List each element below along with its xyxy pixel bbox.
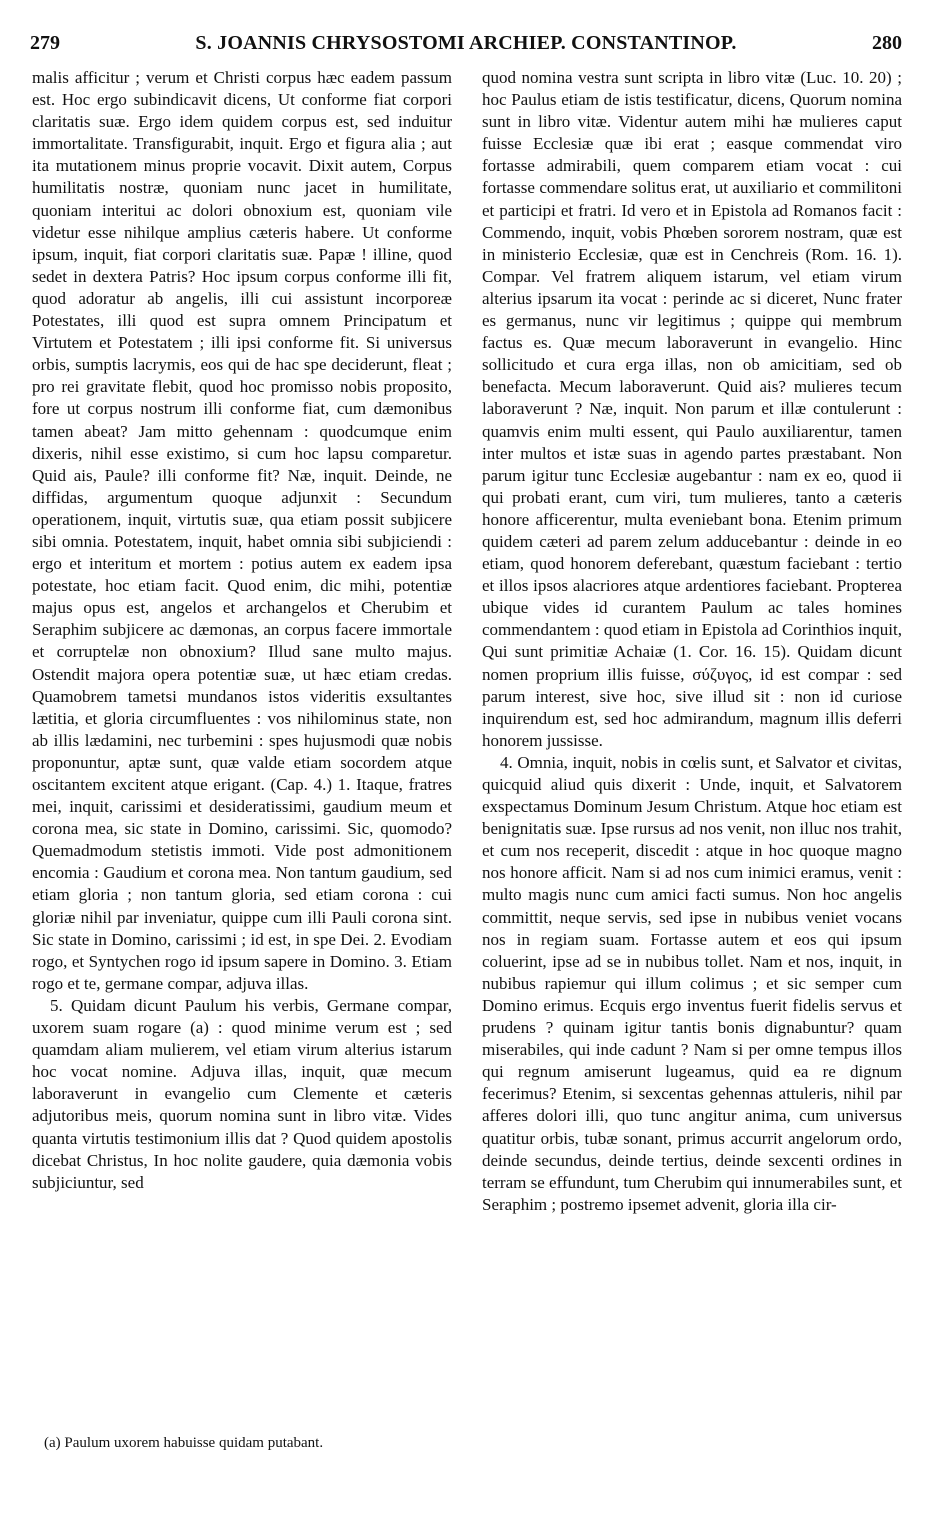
page-number-right: 280 (872, 32, 902, 54)
left-paragraph-2: 5. Quidam dicunt Paulum his verbis, Germane compar, uxorem suam rogare (a) : quod minime verum est ; sed quamdam aliam mulierem, vel etiam virum alterius istarum hoc vocat nomine. Adjuva illas, inquit, quæ mecum laboraverunt in evangelio cum Clemente et cæteris adjutoribus meis, quorum nomina sunt in libro vitæ. Vides quanta virtutis testimonium illis dat ? Quod quidem apostolis dicebat Christus, In hoc nolite gaudere, quia dæmonia vobis subjiciuntur, sed (32, 995, 452, 1192)
page-number-left: 279 (30, 32, 60, 54)
left-paragraph-1: malis afficitur ; verum et Christi corpus hæc eadem passum est. Hoc ergo subindicavit dicens, Ut conforme fiat corpori claritatis suæ. Ergo idem quidem corpus est, sed induitur immortalitate. Transfigurabit, inquit. Ergo et figura alia ; aut ita mutationem minus proprie vocavit. Dixit autem, Corpus humilitatis nostræ, quoniam nunc jacet in humilitate, quoniam interitui ac dolori obnoxium est, quoniam vile videtur esse nihilque amplius cæteris habere. Ut conforme ipsum, inquit, fiat corpori claritatis suæ. Papæ ! illine, quod sedet in dextera Patris? Hoc ipsum corpus conforme illi fit, quod adoratur ab angelis, illi cui assistunt incorporeæ Potestates, illi quod est supra omnem Principatum et Virtutem et Potestatem ; illi ipsi conforme fit. Si universus orbis, sumptis lacrymis, eos qui de hac spe deciderunt, fleat ; pro rei gravitate flebit, quod hoc promisso nobis proposito, fore ut corpus nostrum illi conforme fiat, cum dæmonibus tamen abeat? Jam mitto gehennam : quodcumque enim dixeris, nihil esse existimo, si cum hoc lapsu comparetur. Quid ais, Paule? illi conforme fit? Næ, inquit. Deinde, ne diffidas, argumentum quoque adjunxit : Secundum operationem, inquit, virtutis suæ, qua etiam possit subjicere sibi omnia. Potestatem, inquit, habet omnia sibi subjiciendi : ergo et interitum et mortem : potius autem ex eadem ipsa potestate, hoc etiam facit. Quod enim, dic mihi, potentiæ majus opus est, angelos et archangelos et Cherubim et Seraphim subjicere ac dæmonas, an corpus facere immortale et corruptelæ non obnoxium? Illud sane multo majus. Ostendit majora opera potentiæ suæ, ut hæc etiam credas. Quamobrem tametsi mundanos istos videritis exsultantes lætitia, et gloria circumfluentes : vos nihilominus state, non ab illis lædamini, nec turbemini : spes hujusmodi quæ nobis proponuntur, aptæ sunt, quæ valde etiam socordem atque oscitantem excitent atque erigant. (Cap. 4.) 1. Itaque, fratres mei, inquit, carissimi et desideratissimi, gaudium meum et corona mea, sic state in Domino, carissimi. Sic, quomodo? Quemadmodum stetistis immoti. Vide post admonitionem encomia : Gaudium et corona mea. Non tantum gaudium, sed etiam gloria ; non tantum gloria, sed etiam corona : cui gloriæ nihil par inveniatur, quippe cum illi Pauli corona sint. Sic state in Domino, carissimi ; id est, in spe Dei. 2. Evodiam rogo, et Syntychen rogo id ipsum sapere in Domino. 3. Etiam rogo et te, germane compar, adjuva illas. (32, 68, 452, 993)
right-column (482, 67, 902, 1216)
right-paragraph-1: quod nomina vestra sunt scripta in libro vitæ (Luc. 10. 20) ; hoc Paulus etiam de istis testificatur, dicens, Quorum nomina sunt in libro vitæ. Videntur autem mihi hæ mulieres caput fuisse Ecclesiæ quæ ibi erat ; easque commendat viro fortasse admirabili, quem comparem etiam vocat : cui fortasse commendare solitus erat, ut auxiliario et commilitoni et participi et fratri. Id vero et in Epistola ad Romanos facit : Commendo, inquit, vobis Phœben sororem nostram, quæ est in ministerio Ecclesiæ, quæ est in Cenchreis (Rom. 16. 1). Compar. Vel fratrem aliquem istarum, vel etiam virum alterius ipsarum ita vocat : perinde ac si diceret, Nunc frater es germanus, nunc vir legitimus ; quippe qui membrum factus es. Quæ mecum laboraverunt in evangelio. Hinc sollicitudo et cura erga illas, non ob amicitiam, sed ob benefacta. Mecum laboraverunt. Quid ais? mulieres tecum laboraverunt ? Næ, inquit. Non parum et illæ contulerunt : quamvis enim multi essent, qui Paulo auxiliarentur, tamen inter multos et istæ suas in agendo partes præstabant. Non parum igitur tunc Ecclesiæ augebantur : nam ex eo, quod ii qui probati erant, cum viri, tum mulieres, tanto a cæteris honore afficerentur, multa eveniebant bona. Etenim primum quidem cæteri ad parem zelum adducebantur : deinde in eo etiam, quod honorem deferebant, quæstum faciebant : tertio et illos ipsos alacriores atque ardentiores faciebant. Propterea ubique vides id curantem Paulum ac tales homines commendantem : quod etiam in Epistola ad Corinthios inquit, Qui sunt primitiæ Achaiæ (1. Cor. 16. 15). Quidam dicunt nomen proprium illis fuisse, σύζυγος, id est compar : sed parum interest, sive hoc, sive illud sit : non id curiose inquirendum est, sed hoc admirandum, magnum illis deferri honorem jussisse. (482, 68, 902, 750)
left-column (32, 67, 452, 1194)
right-paragraph-2: 4. Omnia, inquit, nobis in cœlis sunt, et Salvator et civitas, quicquid aliud quis dixerit : Unde, inquit, et Salvatorem exspectamus Dominum Jesum Christum. Atque hoc etiam est benignitatis suæ. Ipse rursus ad nos venit, non illuc nos trahit, et cum nos receperit, discedit : atque in hoc quoque magno nos honore afficit. Nam si ad nos cum inimici eramus, venit : multo magis nunc cum amici facti sumus. Non hoc angelis committit, neque servis, sed ipse in nubibus veniet vocans nos in regiam suam. Fortasse autem et eos qui ipsum coluerint, ipse ad se in nubibus tollet. Nam et nos, inquit, in nubibus rapiemur qui illum colimus ; et sic semper cum Domino erimus. Ecquis ergo inventus fuerit fidelis servus et prudens ? quinam igitur tantis bonis dignabuntur? quam miserabiles, qui inde cadunt ? Nam si per omne tempus illos qui regnum amiserunt lugeamus, quid ea re dignum fecerimus? Etenim, si sexcentas gehennas attuleris, nihil par afferes dolori illi, quo tunc angitur anima, cum universus quatitur orbis, tubæ sonant, primus accurrit angelorum ordo, deinde secundus, deinde tertius, deinde sexcenti ordines in terram se effundunt, tum Cherubim qui innumerabiles sunt, et Seraphim ; postremo ipsemet advenit, gloria illa cir- (482, 752, 902, 1214)
running-title: S. JOANNIS CHRYSOSTOMI ARCHIEP. CONSTANTINOP. (195, 32, 737, 54)
footnote: (a) Paulum uxorem habuisse quidam putabant. (44, 1435, 324, 1451)
running-header (30, 32, 902, 62)
